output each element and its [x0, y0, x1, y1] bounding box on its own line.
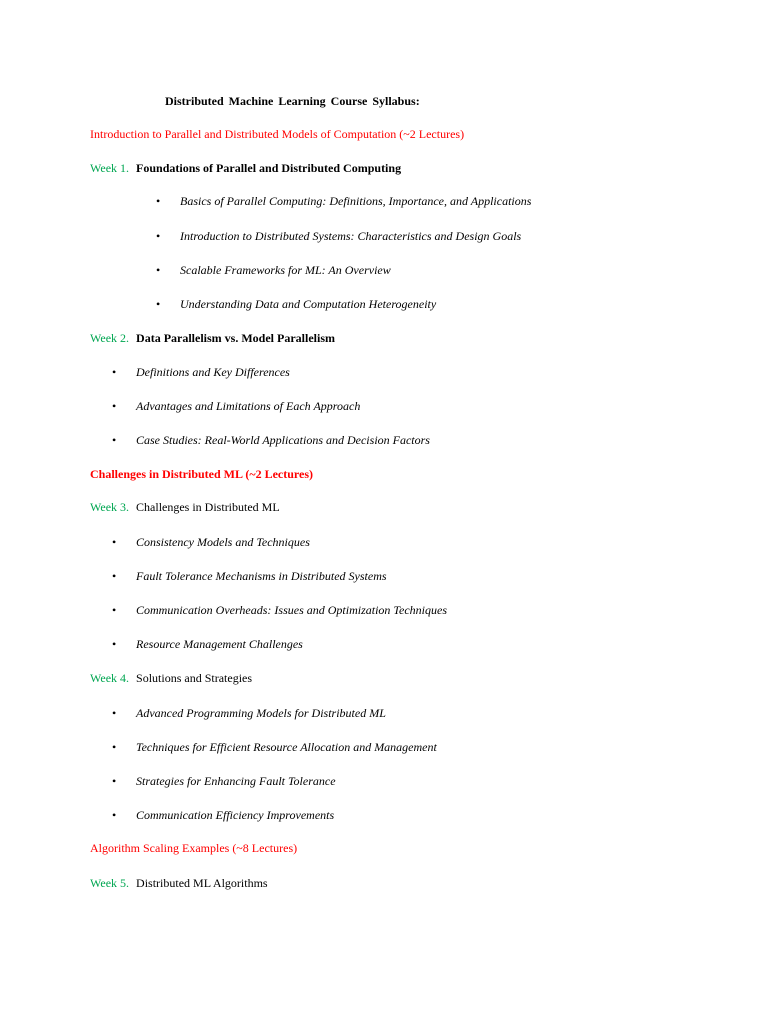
section-heading: Algorithm Scaling Examples (~8 Lectures) [90, 841, 298, 855]
bullet-icon: • [156, 263, 161, 277]
list-item-text: Advantages and Limitations of Each Approach [136, 399, 361, 413]
list-item-text: Techniques for Efficient Resource Allocation and Management [136, 740, 437, 754]
week-label: Week 1. [90, 161, 130, 175]
week-label: Week 4. [90, 671, 130, 685]
list-item-text: Resource Management Challenges [136, 637, 303, 651]
bullet-icon: • [112, 808, 117, 822]
week-title: Distributed ML Algorithms [136, 876, 268, 890]
week-row [90, 330, 335, 346]
week-label: Week 5. [90, 876, 130, 890]
document-title: Distributed Machine Learning Course Syllabus: [165, 94, 420, 108]
list-item-text: Scalable Frameworks for ML: An Overview [180, 263, 391, 277]
bullet-icon: • [112, 706, 117, 720]
list-item-text: Communication Overheads: Issues and Optimization Techniques [136, 603, 447, 617]
list-item-text: Fault Tolerance Mechanisms in Distributed Systems [136, 569, 387, 583]
week-row [90, 875, 268, 891]
week-title: Data Parallelism vs. Model Parallelism [136, 331, 335, 345]
section-heading: Introduction to Parallel and Distributed Models of Computation (~2 Lectures) [90, 127, 465, 141]
list-item [112, 568, 387, 584]
bullet-icon: • [112, 637, 117, 651]
list-item-text: Understanding Data and Computation Heterogeneity [180, 297, 437, 311]
week-label: Week 3. [90, 500, 130, 514]
bullet-icon: • [156, 229, 161, 243]
week-title: Solutions and Strategies [136, 671, 253, 685]
week-title: Foundations of Parallel and Distributed Computing [136, 161, 402, 175]
list-item [112, 398, 361, 414]
list-item [112, 602, 447, 618]
list-item [112, 636, 303, 652]
week-row [90, 160, 401, 176]
bullet-icon: • [112, 399, 117, 413]
list-item [156, 296, 437, 312]
list-item [156, 228, 522, 244]
list-item [112, 807, 335, 823]
bullet-icon: • [112, 774, 117, 788]
week-label: Week 2. [90, 331, 130, 345]
list-item [156, 193, 532, 209]
list-item [112, 432, 430, 448]
list-item-text: Introduction to Distributed Systems: Characteristics and Design Goals [180, 229, 522, 243]
list-item [112, 534, 310, 550]
week-row [90, 670, 252, 686]
week-row [90, 499, 280, 515]
list-item-text: Definitions and Key Differences [136, 365, 290, 379]
list-item [112, 705, 386, 721]
week-title: Challenges in Distributed ML [136, 500, 280, 514]
list-item-text: Communication Efficiency Improvements [136, 808, 335, 822]
list-item-text: Consistency Models and Techniques [136, 535, 310, 549]
bullet-icon: • [112, 535, 117, 549]
bullet-icon: • [112, 603, 117, 617]
bullet-icon: • [112, 740, 117, 754]
list-item-text: Basics of Parallel Computing: Definitions, Importance, and Applications [180, 194, 532, 208]
bullet-icon: • [112, 433, 117, 447]
bullet-icon: • [156, 194, 161, 208]
list-item-text: Strategies for Enhancing Fault Tolerance [136, 774, 336, 788]
list-item [156, 262, 391, 278]
bullet-icon: • [156, 297, 161, 311]
bullet-icon: • [112, 569, 117, 583]
list-item [112, 364, 290, 380]
list-item [112, 739, 437, 755]
bullet-icon: • [112, 365, 117, 379]
list-item [112, 773, 336, 789]
section-heading: Challenges in Distributed ML (~2 Lectures) [90, 467, 314, 481]
list-item-text: Case Studies: Real-World Applications and Decision Factors [136, 433, 430, 447]
list-item-text: Advanced Programming Models for Distributed ML [136, 706, 386, 720]
